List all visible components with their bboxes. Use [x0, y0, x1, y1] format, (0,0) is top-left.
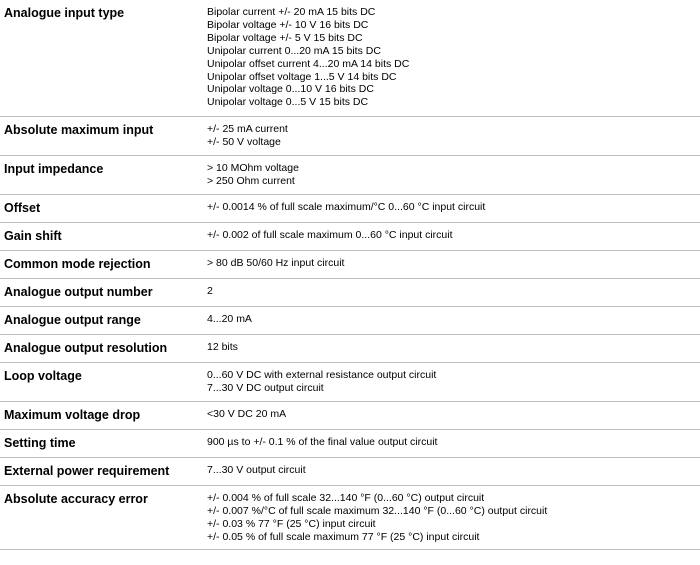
- spec-label: Common mode rejection: [4, 257, 151, 271]
- spec-value: Unipolar current 0...20 mA 15 bits DC: [207, 44, 381, 57]
- spec-value: <30 V DC 20 mA: [207, 408, 287, 420]
- spec-row: [0, 402, 700, 430]
- spec-label: Setting time: [4, 436, 76, 450]
- spec-values: [207, 6, 409, 109]
- spec-label: Maximum voltage drop: [4, 408, 141, 422]
- spec-row: [0, 117, 700, 156]
- spec-label: Absolute maximum input: [4, 123, 154, 137]
- spec-value: +/- 0.05 % of full scale maximum 77 °F (25 °C) input circuit: [207, 530, 480, 543]
- spec-value: +/- 0.0014 % of full scale maximum/°C 0...60 °C input circuit: [207, 201, 486, 213]
- spec-label: Analogue output number: [4, 285, 153, 299]
- spec-row: [0, 251, 700, 279]
- spec-value: +/- 25 mA current: [207, 123, 288, 135]
- spec-values: [207, 123, 288, 149]
- spec-value: > 80 dB 50/60 Hz input circuit: [207, 257, 345, 269]
- spec-row: [0, 335, 700, 363]
- spec-values: [207, 341, 238, 354]
- spec-label: Gain shift: [4, 229, 62, 243]
- spec-row: [0, 458, 700, 486]
- spec-label: Analogue output resolution: [4, 341, 168, 355]
- spec-value: Bipolar voltage +/- 10 V 16 bits DC: [207, 18, 369, 31]
- spec-value: +/- 0.007 %/°C of full scale maximum 32...140 °F (0...60 °C) output circuit: [207, 504, 548, 517]
- spec-values: [207, 492, 547, 544]
- spec-value: Unipolar offset voltage 1...5 V 14 bits DC: [207, 70, 397, 83]
- spec-row: [0, 156, 700, 195]
- spec-label: Absolute accuracy error: [4, 492, 148, 506]
- spec-label: Loop voltage: [4, 369, 82, 383]
- spec-value: 7...30 V output circuit: [207, 464, 306, 476]
- spec-value: 7...30 V DC output circuit: [207, 381, 324, 394]
- spec-value: +/- 0.03 % 77 °F (25 °C) input circuit: [207, 517, 376, 530]
- spec-row: [0, 430, 700, 458]
- spec-value: +/- 0.004 % of full scale 32...140 °F (0...60 °C) output circuit: [207, 492, 485, 504]
- spec-value: 12 bits: [207, 341, 238, 353]
- spec-value: Unipolar offset current 4...20 mA 14 bits DC: [207, 57, 410, 70]
- spec-value: Bipolar current +/- 20 mA 15 bits DC: [207, 6, 376, 18]
- spec-row: [0, 486, 700, 550]
- spec-value: Bipolar voltage +/- 5 V 15 bits DC: [207, 31, 363, 44]
- spec-value: Unipolar voltage 0...10 V 16 bits DC: [207, 83, 374, 96]
- spec-row: [0, 223, 700, 251]
- spec-value: > 250 Ohm current: [207, 174, 295, 187]
- spec-values: [207, 162, 299, 188]
- spec-values: [207, 408, 286, 421]
- spec-row: [0, 363, 700, 402]
- spec-value: Unipolar voltage 0...5 V 15 bits DC: [207, 96, 369, 109]
- spec-value: 4...20 mA: [207, 313, 252, 325]
- spec-values: [207, 369, 436, 395]
- spec-label: Analogue input type: [4, 6, 125, 20]
- spec-value: > 10 MOhm voltage: [207, 162, 299, 174]
- spec-values: [207, 285, 213, 298]
- spec-values: [207, 313, 252, 326]
- spec-label: Analogue output range: [4, 313, 141, 327]
- spec-row: [0, 0, 700, 117]
- spec-values: [207, 229, 453, 242]
- spec-label: Offset: [4, 201, 41, 215]
- spec-value: +/- 0.002 of full scale maximum 0...60 °C input circuit: [207, 229, 453, 241]
- spec-label: External power requirement: [4, 464, 170, 478]
- spec-label: Input impedance: [4, 162, 104, 176]
- spec-value: 900 µs to +/- 0.1 % of the final value output circuit: [207, 436, 438, 448]
- spec-row: [0, 195, 700, 223]
- spec-row: [0, 279, 700, 307]
- spec-values: [207, 464, 306, 477]
- spec-values: [207, 201, 485, 214]
- spec-value: +/- 50 V voltage: [207, 135, 281, 148]
- spec-values: [207, 257, 344, 270]
- spec-value: 0...60 V DC with external resistance output circuit: [207, 369, 437, 381]
- spec-values: [207, 436, 437, 449]
- spec-row: [0, 307, 700, 335]
- spec-value: 2: [207, 285, 213, 297]
